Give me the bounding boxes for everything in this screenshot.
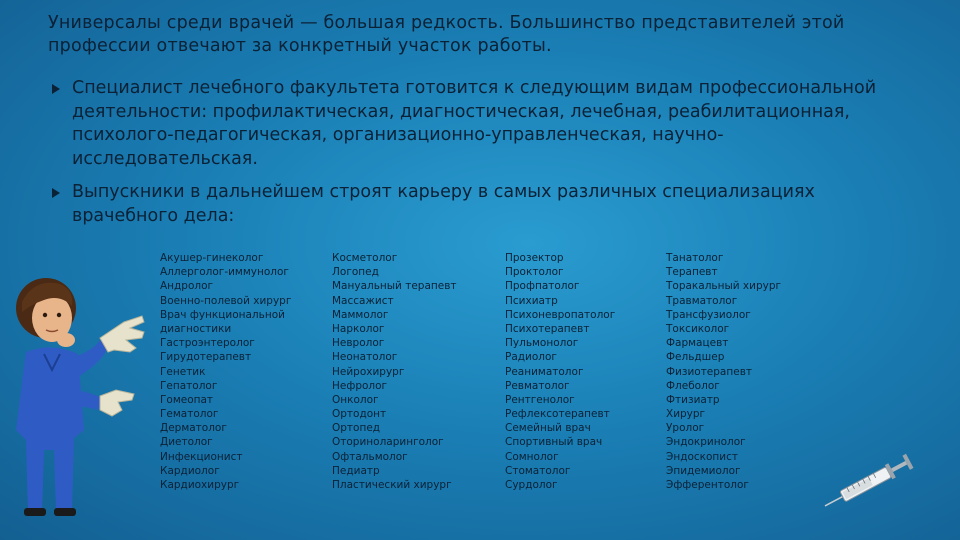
specialty-item: Семейный врач <box>505 422 591 435</box>
specialty-item: Эндоскопист <box>666 450 738 463</box>
specialty-item: Акушер-гинеколог <box>160 252 264 264</box>
bullet-text: Выпускники в дальнейшем строят карьеру в самых различных специализациях врачебного дела: <box>72 182 815 226</box>
specialty-item: Нейрохирург <box>332 365 405 378</box>
specialty-item: Радиолог <box>505 351 557 364</box>
specialty-item: Оториноларинголог <box>332 436 444 449</box>
specialty-item: Фельдшер <box>666 351 725 364</box>
specialty-item: Торакальный хирург <box>666 280 782 293</box>
specialty-item: Массажист <box>332 294 394 307</box>
specialty-item: Инфекционист <box>160 450 243 463</box>
specialty-column-3 <box>505 251 615 492</box>
doctor-illustration <box>4 260 154 520</box>
specialty-item: Врач функциональной <box>160 308 285 321</box>
bullet-item <box>48 77 888 171</box>
specialty-column-4 <box>666 251 781 492</box>
specialty-item: Гастроэнтеролог <box>160 337 255 350</box>
specialty-item: Рефлексотерапевт <box>505 408 610 421</box>
specialty-item: Проктолог <box>505 266 564 279</box>
intro-text: Универсалы среди врачей — большая редкость. Большинство представителей этой профессии отвечают за конкретный участок работы. <box>48 13 845 56</box>
specialty-item: диагностики <box>160 322 232 335</box>
specialty-item: Пульмонолог <box>505 337 579 350</box>
specialty-item: Рентгенолог <box>505 393 575 406</box>
specialty-item: Косметолог <box>332 252 398 264</box>
specialty-item: Гепатолог <box>160 379 218 392</box>
specialty-item: Психоневропатолог <box>505 308 616 321</box>
specialty-item: Андролог <box>160 280 214 293</box>
specialty-item: Пластический хирург <box>332 479 452 491</box>
specialty-item: Гирудотерапевт <box>160 351 252 364</box>
specialty-item: Уролог <box>666 422 705 435</box>
specialty-item: Дерматолог <box>160 422 227 435</box>
bullet-text: Специалист лечебного факультета готовится к следующим видам профессиональной деятельности: профилактическая, диагностическая, лечебная, реабилитационная, психолого-педагогическая, организационно-управленческая, научно-исследовательская. <box>72 78 877 169</box>
specialty-item: Терапевт <box>666 266 718 279</box>
specialty-item: Физиотерапевт <box>666 365 752 378</box>
syringe-illustration <box>815 440 925 525</box>
specialty-item: Ревматолог <box>505 379 570 392</box>
specialty-item: Онколог <box>332 393 379 406</box>
specialty-item: Реаниматолог <box>505 365 584 378</box>
specialty-item: Нефролог <box>332 379 388 392</box>
specialty-item: Кардиолог <box>160 464 220 477</box>
specialty-item: Ортодонт <box>332 408 387 421</box>
specialty-item: Генетик <box>160 365 206 378</box>
specialty-item: Гематолог <box>160 408 219 421</box>
specialty-item: Флеболог <box>666 379 720 392</box>
specialty-item: Травматолог <box>666 294 738 307</box>
specialty-item: Диетолог <box>160 436 213 449</box>
specialty-item: Психотерапевт <box>505 322 590 335</box>
specialty-item: Логопед <box>332 266 379 279</box>
bullet-item <box>48 181 888 228</box>
specialty-item: Хирург <box>666 408 706 421</box>
specialty-item: Токсиколог <box>666 322 730 335</box>
specialty-item: Маммолог <box>332 308 389 321</box>
specialty-item: Неонатолог <box>332 351 398 364</box>
specialty-item: Педиатр <box>332 464 380 477</box>
specialty-item: Офтальмолог <box>332 450 408 463</box>
specialty-item: Профпатолог <box>505 280 580 293</box>
specialty-item: Сурдолог <box>505 479 558 491</box>
specialty-item: Фтизиатр <box>666 393 720 406</box>
specialty-item: Стоматолог <box>505 464 571 477</box>
specialty-item: Трансфузиолог <box>666 308 751 321</box>
specialty-item: Аллерголог-иммунолог <box>160 266 289 279</box>
specialty-item: Нарколог <box>332 322 385 335</box>
specialty-item: Фармацевт <box>666 337 729 350</box>
specialty-item: Спортивный врач <box>505 436 603 449</box>
specialty-item: Прозектор <box>505 252 564 264</box>
bullet-arrow-icon <box>52 188 60 198</box>
specialty-column-2 <box>332 251 457 492</box>
specialty-item: Эпидемиолог <box>666 464 741 477</box>
specialty-item: Мануальный терапевт <box>332 280 457 293</box>
specialty-item: Кардиохирург <box>160 479 240 491</box>
bullet-arrow-icon <box>52 84 60 94</box>
specialty-item: Эфферентолог <box>666 479 749 491</box>
specialty-item: Психиатр <box>505 294 558 307</box>
specialty-item: Военно-полевой хирург <box>160 294 292 307</box>
specialty-item: Ортопед <box>332 422 381 435</box>
specialty-item: Танатолог <box>666 252 724 264</box>
specialty-column-1 <box>160 251 291 492</box>
specialty-item: Сомнолог <box>505 450 559 463</box>
specialty-item: Гомеопат <box>160 393 214 406</box>
specialty-item: Невролог <box>332 337 385 350</box>
specialty-item: Эндокринолог <box>666 436 746 449</box>
